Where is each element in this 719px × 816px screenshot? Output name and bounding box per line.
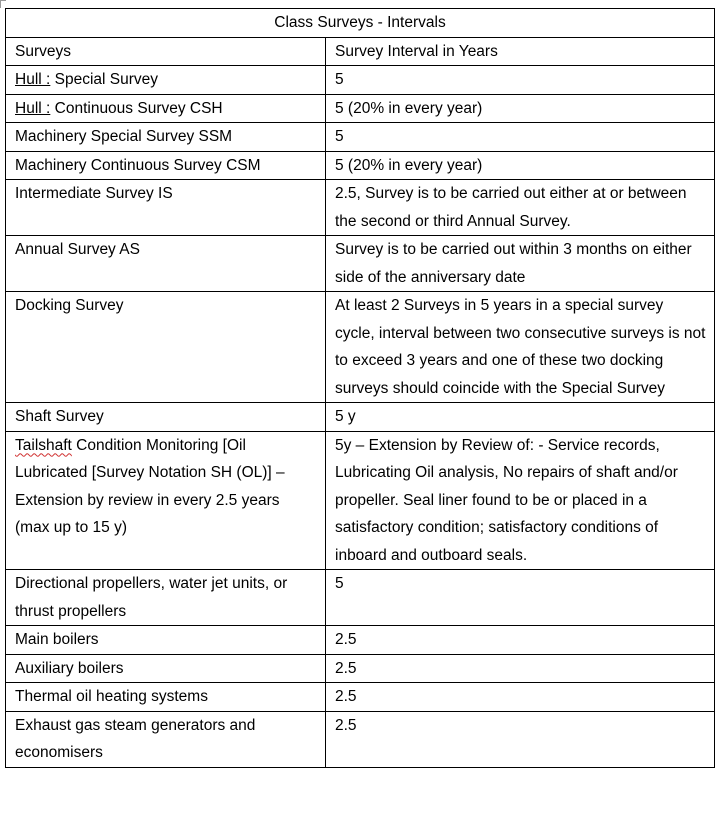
survey-name: Continuous Survey CSH bbox=[50, 99, 223, 117]
interval-cell: 2.5, Survey is to be carried out either at or between the second or third Annual Survey. bbox=[326, 180, 715, 236]
interval-cell: 2.5 bbox=[326, 683, 715, 712]
survey-name: Special Survey bbox=[50, 71, 159, 88]
interval-cell: 5 bbox=[326, 570, 715, 626]
interval-cell: 5 bbox=[326, 66, 715, 95]
survey-cell: Annual Survey AS bbox=[6, 236, 326, 292]
header-interval: Survey Interval in Years bbox=[326, 37, 715, 66]
survey-cell: Auxiliary boilers bbox=[6, 654, 326, 683]
page-corner-mark bbox=[0, 0, 6, 8]
interval-cell: 5 bbox=[326, 123, 715, 152]
survey-name: Condition Monitoring [Oil Lubricated [Survey Notation SH (OL)] –Extension by review in every 2.5 years (max up to 15 y) bbox=[15, 436, 285, 536]
survey-cell: Main boilers bbox=[6, 626, 326, 655]
table-row bbox=[6, 626, 715, 655]
survey-cell: Machinery Continuous Survey CSM bbox=[6, 151, 326, 180]
table-row bbox=[6, 570, 715, 626]
survey-cell: Docking Survey bbox=[6, 292, 326, 403]
table-row bbox=[6, 292, 715, 403]
survey-prefix: Hull : bbox=[15, 71, 51, 88]
table-row bbox=[6, 236, 715, 292]
header-surveys: Surveys bbox=[6, 37, 326, 66]
title-row bbox=[6, 9, 715, 38]
interval-cell: 5y – Extension by Review of: - Service records, Lubricating Oil analysis, No repairs of shaft and/or propeller. Seal liner found to be or placed in a satisfactory condition; satisfactory conditions of inboard and outboard seals. bbox=[326, 431, 715, 570]
header-row bbox=[6, 37, 715, 66]
table-row bbox=[6, 654, 715, 683]
interval-cell: Survey is to be carried out within 3 months on either side of the anniversary date bbox=[326, 236, 715, 292]
table-row bbox=[6, 94, 715, 123]
survey-cell: Exhaust gas steam generators and economisers bbox=[6, 711, 326, 767]
table-row bbox=[6, 431, 715, 570]
interval-cell: 5 y bbox=[326, 403, 715, 432]
survey-cell bbox=[6, 66, 326, 95]
survey-cell: Shaft Survey bbox=[6, 403, 326, 432]
survey-cell: Intermediate Survey IS bbox=[6, 180, 326, 236]
table-row bbox=[6, 711, 715, 767]
table-row bbox=[6, 180, 715, 236]
table-row bbox=[6, 683, 715, 712]
table-row bbox=[6, 403, 715, 432]
interval-cell: 5 (20% in every year) bbox=[326, 94, 715, 123]
table-row bbox=[6, 123, 715, 152]
table-title: Class Surveys - Intervals bbox=[6, 9, 715, 38]
spellcheck-word: Tailshaft bbox=[15, 436, 72, 454]
survey-cell: Directional propellers, water jet units, or thrust propellers bbox=[6, 570, 326, 626]
table-row bbox=[6, 151, 715, 180]
interval-cell: At least 2 Surveys in 5 years in a special survey cycle, interval between two consecutive surveys is not to exceed 3 years and one of these two docking surveys should coincide with the Special Survey bbox=[326, 292, 715, 403]
survey-cell: Thermal oil heating systems bbox=[6, 683, 326, 712]
interval-cell: 2.5 bbox=[326, 626, 715, 655]
class-surveys-table bbox=[5, 8, 715, 768]
survey-cell: Machinery Special Survey SSM bbox=[6, 123, 326, 152]
table-row bbox=[6, 66, 715, 95]
survey-prefix: Hull : bbox=[15, 99, 51, 117]
interval-cell: 2.5 bbox=[326, 654, 715, 683]
survey-cell bbox=[6, 431, 326, 570]
interval-cell: 5 (20% in every year) bbox=[326, 151, 715, 180]
interval-cell: 2.5 bbox=[326, 711, 715, 767]
survey-cell bbox=[6, 94, 326, 123]
